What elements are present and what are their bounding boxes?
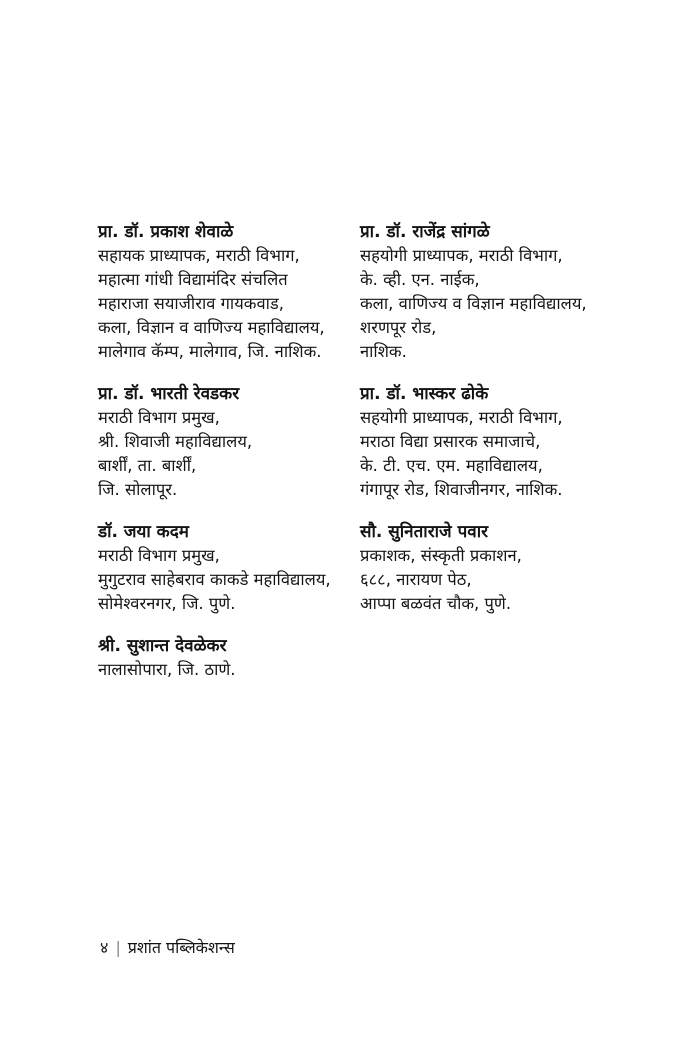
contributor-name: प्रा. डॉ. राजेंद्र सांगळे xyxy=(360,222,490,242)
page-number: ४ xyxy=(100,938,109,957)
contributor-block-prakash-shewale xyxy=(98,220,348,364)
contributor-line: सहायक प्राध्यापक, मराठी विभाग, xyxy=(98,246,300,265)
contributor-line: प्रकाशक, संस्कृती प्रकाशन, xyxy=(360,546,522,565)
contributor-name: प्रा. डॉ. प्रकाश शेवाळे xyxy=(98,222,234,242)
contributors-column-right xyxy=(360,220,610,634)
contributor-line: महाराजा सयाजीराव गायकवाड, xyxy=(98,294,284,313)
contributor-line: कला, वाणिज्य व विज्ञान महाविद्यालय, xyxy=(360,294,587,313)
contributor-line: मराठी विभाग प्रमुख, xyxy=(98,408,220,427)
contributor-name: डॉ. जया कदम xyxy=(98,522,189,542)
contributor-line: महात्मा गांधी विद्यामंदिर संचलित xyxy=(98,270,288,289)
contributor-line: जि. सोलापूर. xyxy=(98,480,178,499)
contributor-line: के. टी. एच. एम. महाविद्यालय, xyxy=(360,456,543,475)
contributor-line: ६८८, नारायण पेठ, xyxy=(360,570,472,589)
contributor-line: के. व्ही. एन. नाईक, xyxy=(360,270,480,289)
contributor-line: आप्पा बळवंत चौक, पुणे. xyxy=(360,594,512,613)
contributor-name: प्रा. डॉ. भास्कर ढोके xyxy=(360,384,489,404)
contributor-line: बार्शीं, ता. बार्शीं, xyxy=(98,456,197,475)
contributor-block-sushant-devlekar xyxy=(98,634,348,682)
contributor-line: मालेगाव कॅम्प, मालेगाव, जि. नाशिक. xyxy=(98,342,322,361)
contributor-line: मुगुटराव साहेबराव काकडे महाविद्यालय, xyxy=(98,570,331,589)
contributor-block-sunitaraje-pawar xyxy=(360,520,610,616)
contributor-block-jaya-kadam xyxy=(98,520,348,616)
contributor-line: सहयोगी प्राध्यापक, मराठी विभाग, xyxy=(360,246,563,265)
contributor-name: श्री. सुशान्त देवळेकर xyxy=(98,636,227,656)
contributor-line: कला, विज्ञान व वाणिज्य महाविद्यालय, xyxy=(98,318,325,337)
contributor-line: सोमेश्वरनगर, जि. पुणे. xyxy=(98,594,236,613)
contributors-column-left xyxy=(98,220,348,700)
contributor-block-rajendra-sangle xyxy=(360,220,610,364)
page-footer xyxy=(100,936,235,960)
contributor-line: मराठी विभाग प्रमुख, xyxy=(98,546,220,565)
contributor-line: श्री. शिवाजी महाविद्यालय, xyxy=(98,432,253,451)
contributor-line: सहयोगी प्राध्यापक, मराठी विभाग, xyxy=(360,408,563,427)
contributor-line: शरणपूर रोड, xyxy=(360,318,437,337)
contributor-block-bharati-revadkar xyxy=(98,382,348,502)
publisher-name: प्रशांत पब्लिकेशन्स xyxy=(127,938,235,957)
contributor-line: नालासोपारा, जि. ठाणे. xyxy=(98,660,236,679)
contributor-name: सौ. सुनिताराजे पवार xyxy=(360,522,489,542)
contributor-line: गंगापूर रोड, शिवाजीनगर, नाशिक. xyxy=(360,480,563,499)
contributor-name: प्रा. डॉ. भारती रेवडकर xyxy=(98,384,240,404)
footer-separator: | xyxy=(115,938,121,957)
contributor-line: नाशिक. xyxy=(360,342,407,361)
contributor-block-bhaskar-dhoke xyxy=(360,382,610,502)
contributor-line: मराठा विद्या प्रसारक समाजाचे, xyxy=(360,432,541,451)
